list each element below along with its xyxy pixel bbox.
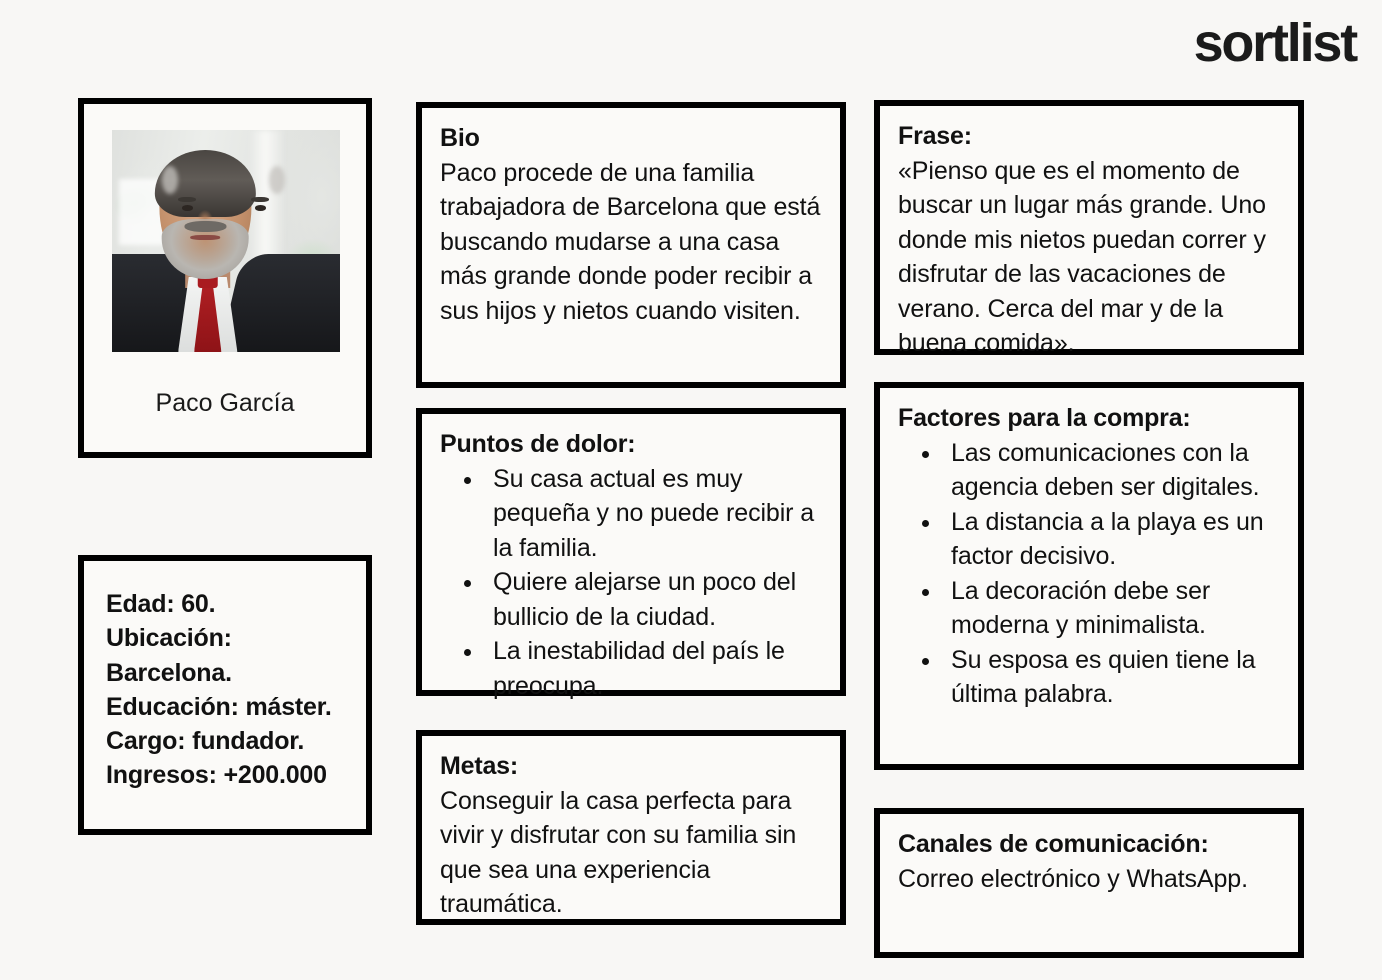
goals-card bbox=[416, 730, 846, 925]
quote-text: «Pienso que es el momento de buscar un lugar más grande. Uno donde mis nietos puedan correr y disfrutar de las vacaciones de verano. Cerca del mar y de la buena comida». bbox=[898, 156, 1266, 357]
channels-title: Canales de comunicación: bbox=[898, 830, 1209, 858]
bio-text: Paco procede de una familia trabajadora de Barcelona que está buscando mudarse a una casa más grande donde poder recibir a sus hijos y nietos cuando visiten. bbox=[440, 158, 821, 325]
sortlist-logo: sortlist bbox=[1193, 13, 1356, 73]
bio-card bbox=[416, 102, 846, 388]
demographics-role: Cargo: fundador. bbox=[106, 727, 305, 755]
list-item: • Su esposa es quien tiene la última palabra. bbox=[943, 643, 1282, 712]
goals-title: Metas: bbox=[440, 752, 518, 780]
list-item: • Las comunicaciones con la agencia deben ser digitales. bbox=[943, 436, 1282, 505]
demographics-card bbox=[78, 555, 372, 835]
demographics-age: Edad: 60. bbox=[106, 590, 216, 618]
profile-name: Paco García bbox=[155, 389, 295, 417]
list-item: • La distancia a la playa es un factor decisivo. bbox=[943, 505, 1282, 574]
channels-text: Correo electrónico y WhatsApp. bbox=[898, 864, 1248, 893]
profile-photo-card bbox=[78, 98, 372, 458]
purchase-factors-title: Factores para la compra: bbox=[898, 404, 1191, 432]
list-item: • Quiere alejarse un poco del bullicio de la ciudad. bbox=[485, 565, 824, 634]
avatar bbox=[112, 130, 340, 352]
demographics-location-label: Ubicación: bbox=[106, 624, 232, 653]
purchase-factors-list bbox=[898, 436, 1282, 712]
list-item: • Su casa actual es muy pequeña y no puede recibir a la familia. bbox=[485, 462, 824, 566]
demographics-income: Ingresos: +200.000 bbox=[106, 761, 327, 790]
quote-title: Frase: bbox=[898, 122, 972, 150]
pain-points-list bbox=[440, 462, 824, 704]
portrait-photo bbox=[112, 130, 340, 352]
list-item: • La decoración debe ser moderna y minimalista. bbox=[943, 574, 1282, 643]
bio-title: Bio bbox=[440, 124, 480, 152]
purchase-factors-card bbox=[874, 382, 1304, 770]
demographics-location-value: Barcelona. bbox=[106, 658, 232, 687]
demographics-education: Educación: máster. bbox=[106, 692, 332, 721]
list-item: • La inestabilidad del país le preocupa. bbox=[485, 634, 824, 703]
pain-points-title: Puntos de dolor: bbox=[440, 430, 636, 458]
channels-card bbox=[874, 808, 1304, 958]
pain-points-card bbox=[416, 408, 846, 700]
goals-text: Conseguir la casa perfecta para vivir y disfrutar con su familia sin que sea una experiencia traumática. bbox=[440, 786, 797, 918]
quote-card bbox=[874, 100, 1304, 355]
